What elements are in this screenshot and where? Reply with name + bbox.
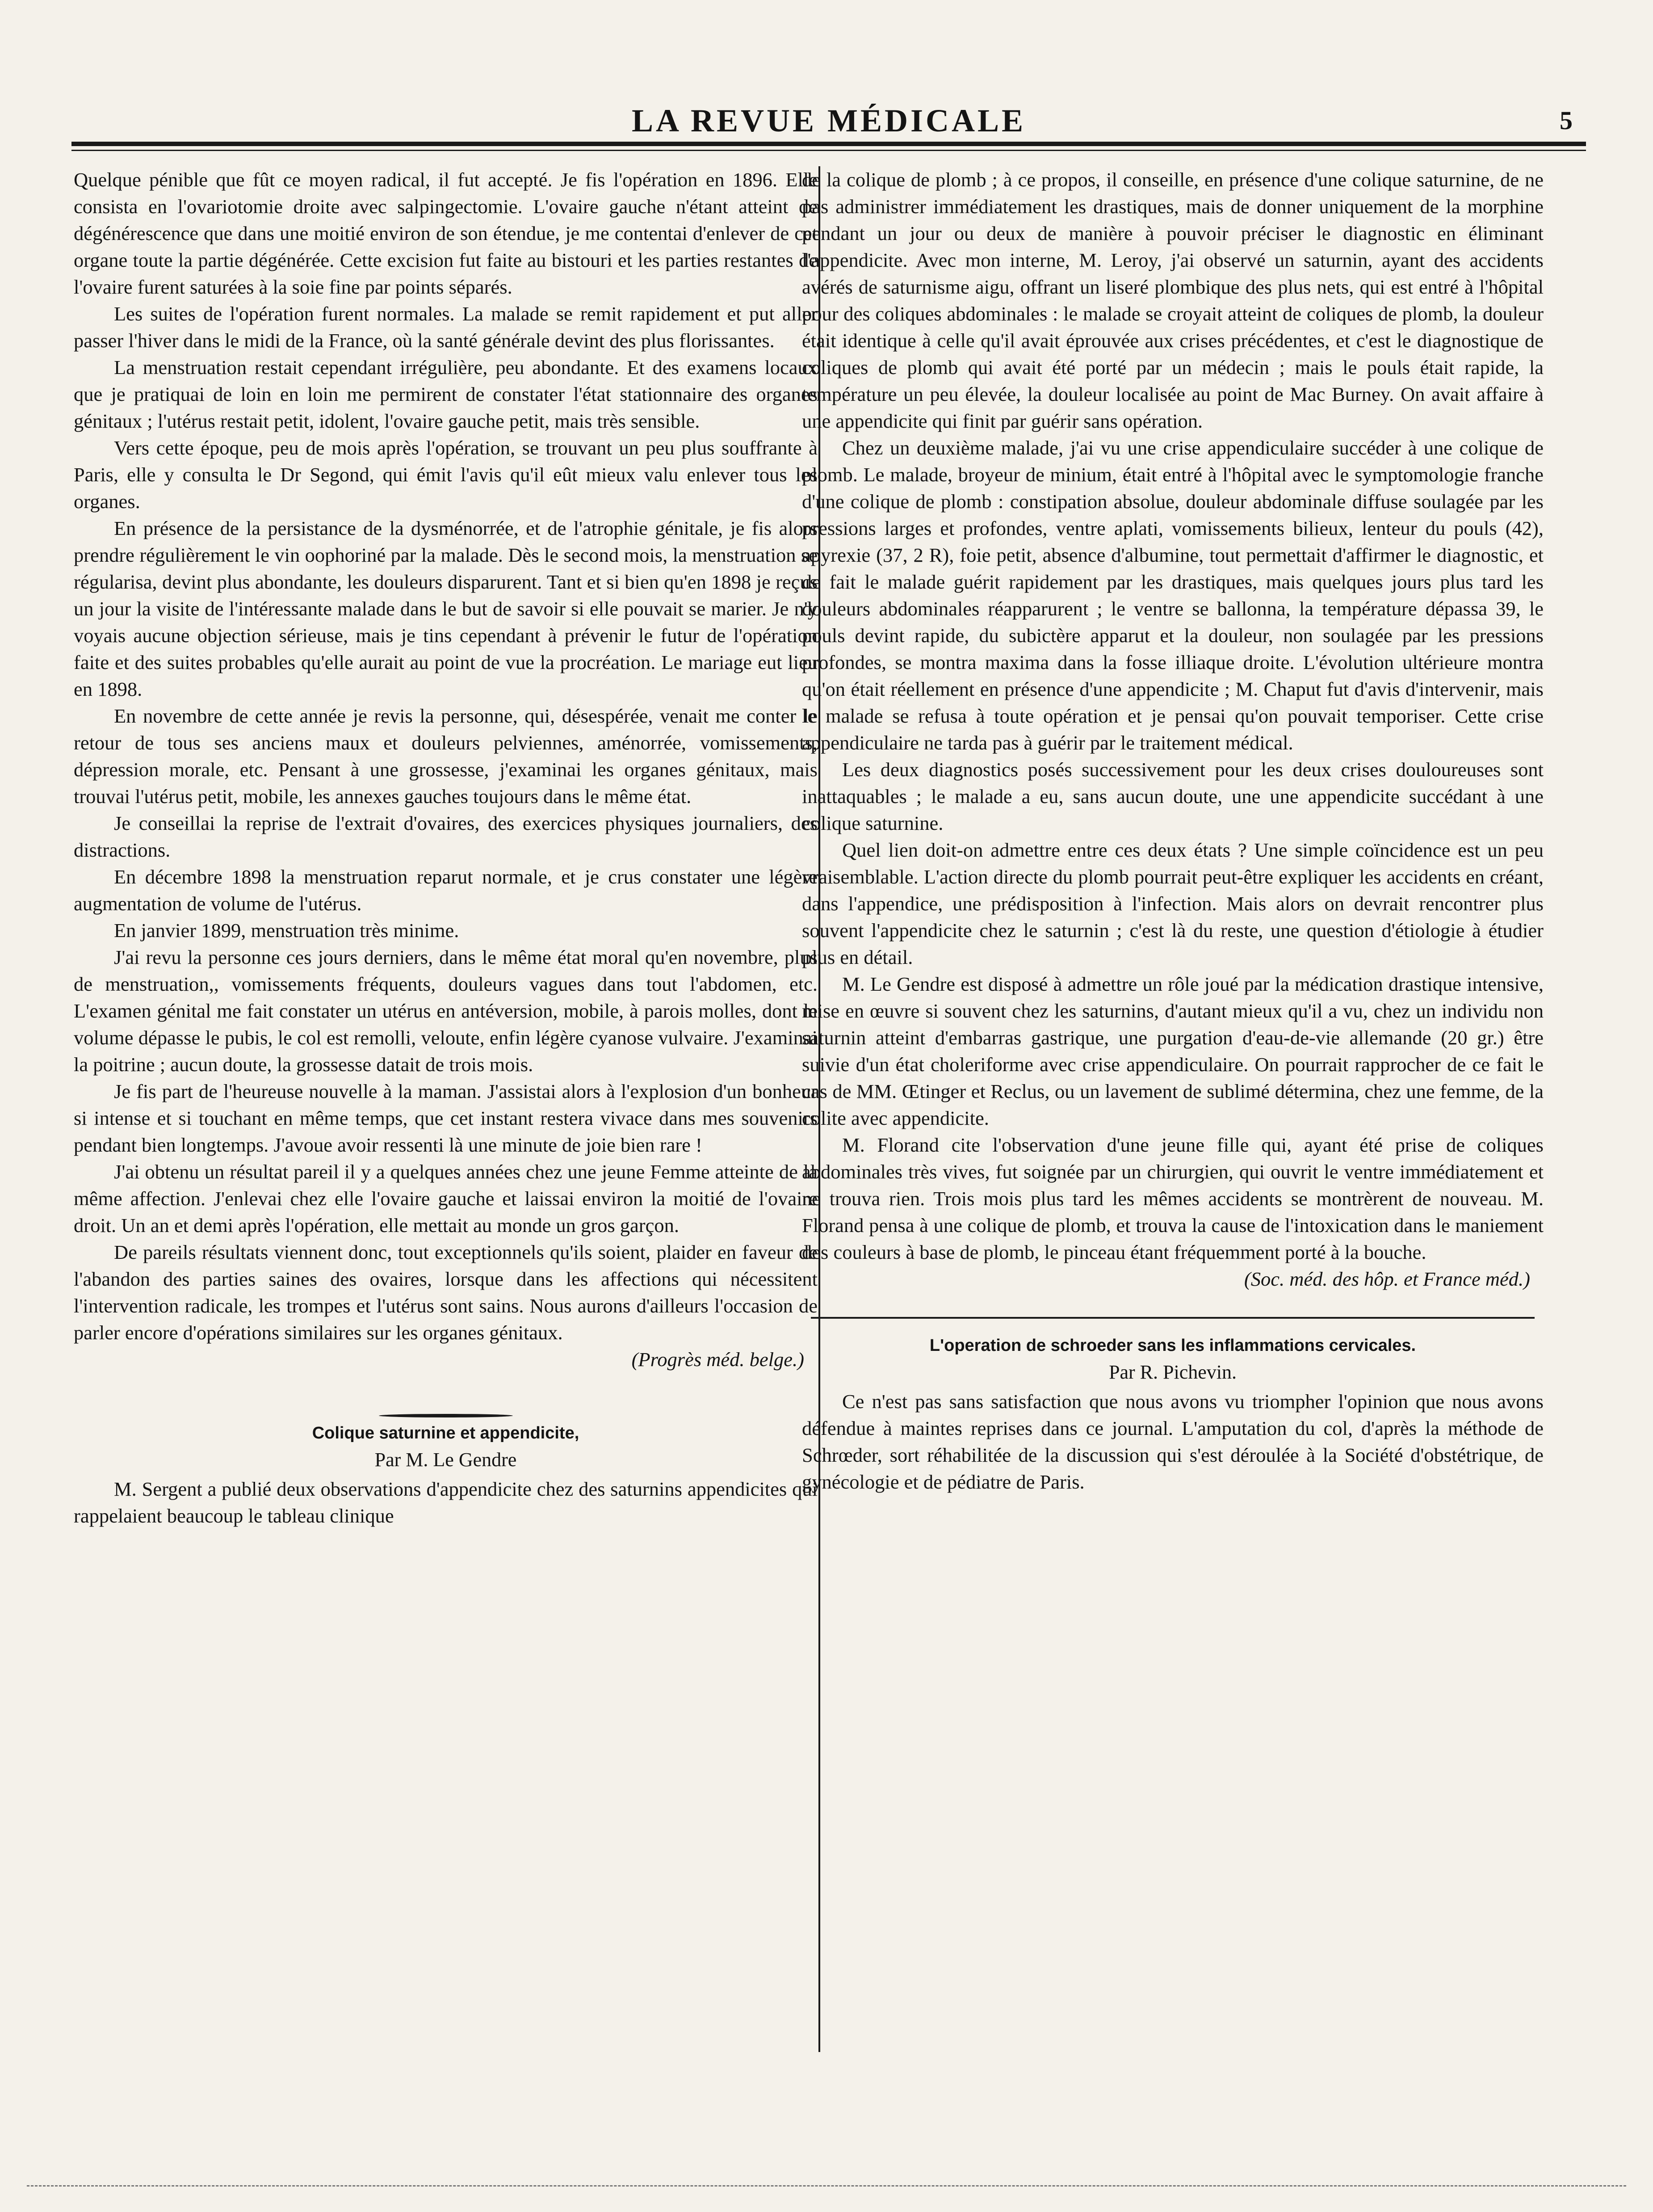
paragraph: Vers cette époque, peu de mois après l'opération, se trouvant un peu plus souffrante à Paris, elle y consulta le Dr Segond, qui émit l'avis qu'il eût mieux valu enlever tous les organes. — [74, 437, 818, 513]
masthead — [71, 101, 1586, 154]
paragraph: M. Florand cite l'observation d'une jeune fille qui, ayant été prise de coliques abdominales très vives, fut soignée par un chirurgien, qui ouvrit le ventre immédiatement et ne trouva rien. Trois mois plus tard les mêmes accidents se montrèrent de nouveau. M. Florand pensa à une colique de plomb, et trouva la cause de l'intoxication dans le maniement des couleurs à base de plomb, le pinceau étant fréquemment porté à la bouche. — [802, 1134, 1544, 1263]
citation: (Soc. méd. des hôp. et France méd.) — [1244, 1268, 1530, 1290]
paragraph: Quel lien doit-on admettre entre ces deux états ? Une simple coïncidence est un peu vraisemblable. L'action directe du plomb pourrait peut-être expliquer les accidents en créant, dans l'appendice, une prédisposition à l'infection. Mais alors on devrait rencontrer plus souvent l'appendicite chez le saturnin ; c'est là du reste, une question d'étiologie à étudier plus en détail. — [802, 839, 1544, 968]
paragraph: En présence de la persistance de la dysménorrée, et de l'atrophie génitale, je fis alors prendre régulièrement le vin oophoriné par la malade. Dès le second mois, la menstruation se régularisa, devint plus abondante, les douleurs disparurent. Tant et si bien qu'en 1898 je reçus un jour la visite de l'intéressante malade dans le but de savoir si elle pouvait se marier. Je n'y voyais aucune objection sérieuse, mais je tins cependant à prévenir le futur de l'opération faite et des suites probables qu'elle aurait au point de vue la procréation. Le mariage eut lieu en 1898. — [74, 517, 818, 700]
section-heading: Colique saturnine et appendicite, — [312, 1424, 579, 1442]
paragraph: Je fis part de l'heureuse nouvelle à la maman. J'assistai alors à l'explosion d'un bonheur si intense et si touchant en même temps, que cet instant restera vivace dans mes souvenirs pendant bien longtemps. J'avoue avoir ressenti là une minute de joie bien rare ! — [74, 1080, 818, 1156]
section-byline: Par M. Le Gendre — [374, 1449, 517, 1471]
paragraph: Ce n'est pas sans satisfaction que nous avons vu triompher l'opinion que nous avons défendue à maintes reprises dans ce journal. L'amputation du col, d'après la méthode de Schrœder, sort réhabilitée de la discussion qui s'est déroulée à la Société d'obstétrique, de gynécologie et de pédiatre de Paris. — [802, 1390, 1544, 1493]
masthead-rule — [71, 142, 1586, 146]
left-column — [74, 166, 818, 2078]
page-number: 5 — [1560, 106, 1573, 135]
section-rule — [811, 1317, 1535, 1319]
paragraph: J'ai revu la personne ces jours derniers, dans le même état moral qu'en novembre, plus de menstruation,, vomissements fréquents, douleurs vagues dans tout l'abdomen, etc. L'examen génital me fait constater un utérus en antéversion, mobile, à parois molles, dont le volume dépasse le pubis, le col est remolli, veloute, enfin légère cyanose vulvaire. J'examinai la poitrine ; aucun doute, la grossesse datait de trois mois. — [74, 946, 818, 1076]
paragraph: En novembre de cette année je revis la personne, qui, désespérée, venait me conter le retour de tous ses anciens maux et douleurs pelviennes, aménorrée, vomissements, dépression morale, etc. Pensant à une grossesse, j'examinai les organes génitaux, mais trouvai l'utérus petit, mobile, les annexes gauches toujours dans le même état. — [74, 705, 818, 807]
paragraph: La menstruation restait cependant irrégulière, peu abondante. Et des examens locaux que je pratiquai de loin en loin me permirent de constater l'état stationnaire des organes génitaux ; l'utérus restait petit, idolent, l'ovaire gauche petit, mais très sensible. — [74, 356, 818, 432]
paragraph: J'ai obtenu un résultat pareil il y a quelques années chez une jeune Femme atteinte de la même affection. J'enlevai chez elle l'ovaire gauche et laissai environ la moitié de l'ovaire droit. Un an et demi après l'opération, elle mettait au monde un gros garçon. — [74, 1161, 818, 1236]
masthead-rule-thin — [71, 150, 1586, 151]
paragraph: Les suites de l'opération furent normales. La malade se remit rapidement et put aller passer l'hiver dans le midi de la France, où la santé générale devint des plus florissantes. — [74, 303, 818, 352]
paragraph: de la colique de plomb ; à ce propos, il conseille, en présence d'une colique saturnine, de ne pas administrer immédiatement les drastiques, mais de donner uniquement de la morphine pendant un jour ou deux de manière à pouvoir préciser le diagnostic en éliminant l'appendicite. Avec mon interne, M. Leroy, j'ai observé un saturnin, ayant des accidents avérés de saturnisme aigu, offrant un liseré plombique des plus nets, qui est entré à l'hôpital pour des coliques abdominales : le malade se croyait atteint de coliques de plomb, la douleur était identique à celle qu'il avait éprouvée aux crises précédentes, et c'est le diagnostique de coliques de plomb qui avait été porté par un médecin ; mais le pouls était rapide, la température un peu élevée, la douleur localisée au point de Mac Burney. On avait affaire à une appendicite qui finit par guérir sans opération. — [802, 168, 1544, 432]
paragraph: De pareils résultats viennent donc, tout exceptionnels qu'ils soient, plaider en faveur de l'abandon des parties saines des ovaires, lorsque dans les affections qui nécessitent l'intervention radicale, les trompes et l'utérus sont sains. Nous aurons d'ailleurs l'occasion de parler encore d'opérations similaires sur les organes génitaux. — [74, 1241, 818, 1344]
citation: (Progrès méd. belge.) — [631, 1348, 804, 1371]
publication-title: LA REVUE MÉDICALE — [631, 103, 1026, 139]
section-ornament — [74, 1397, 818, 1406]
paragraph: M. Sergent a publié deux observations d'appendicite chez des saturnins appendicites qui rappelaient beaucoup le tableau clinique — [74, 1478, 818, 1527]
section-byline: Par R. Pichevin. — [1109, 1361, 1237, 1383]
paragraph: Quelque pénible que fût ce moyen radical, il fut accepté. Je fis l'opération en 1896. Elle consista en l'ovariotomie droite avec salpingectomie. L'ovaire gauche n'étant atteint de dégénérescence que dans une moitié environ de son étendue, je me contentai d'enlever de cet organe toute la partie dégénérée. Cette excision fut faite au bistouri et les parties restantes de l'ovaire furent saturées à la soie fine par points séparés. — [74, 168, 818, 298]
paragraph: Les deux diagnostics posés successivement pour les deux crises douloureuses sont inattaquables ; le malade a eu, sans aucun doute, une une appendicite succédant à une colique saturnine. — [802, 758, 1544, 834]
paragraph: Chez un deuxième malade, j'ai vu une crise appendiculaire succéder à une colique de plomb. Le malade, broyeur de minium, était entré à l'hôpital avec le symptomologie franche d'une colique de plomb : constipation absolue, douleur abdominale diffuse soulagée par les pressions larges et profondes, ventre aplati, vomissements bilieux, lenteur du pouls (42), apyrexie (37, 2 R), foie petit, absence d'albumine, tout permettait d'affirmer le diagnostic, et de fait le malade guérit rapidement par les drastiques, mais quelques jours plus tard les douleurs abdominales réapparurent ; le ventre se ballonna, la température dépassa 39, le pouls devint rapide, du subictère apparut et la douleur, non soulagée par les pressions profondes, se montra maxima dans la fosse illiaque droite. L'évolution ultérieure montra qu'on était réellement en présence d'une appendicite ; M. Chaput fut d'avis d'intervenir, mais le malade se refusa à toute opération et je pensai qu'on pouvait temporiser. Cette crise appendiculaire ne tarda pas à guérir par le traitement médical. — [802, 437, 1544, 754]
paragraph: En janvier 1899, menstruation très minime. — [114, 919, 459, 942]
paragraph: M. Le Gendre est disposé à admettre un rôle joué par la médication drastique intensive, mise en œuvre si souvent chez les saturnins, d'autant mieux qu'il a vu, chez un individu non saturnin atteint d'embarras gastrique, une purgation d'eau-de-vie allemande (20 gr.) être suivie d'un état choleriforme avec crise appendiculaire. On pourrait rapprocher de ce fait le cas de MM. Œtinger et Reclus, ou un lavement de sublimé détermina, chez une femme, de la colite avec appendicite. — [802, 973, 1544, 1129]
right-column — [802, 166, 1544, 2078]
section-heading: L'operation de schroeder sans les inflammations cervicales. — [929, 1336, 1416, 1355]
paragraph: En décembre 1898 la menstruation reparut normale, et je crus constater une légère augmentation de volume de l'utérus. — [74, 866, 818, 915]
bottom-edge-rule — [27, 2185, 1626, 2187]
paragraph: Je conseillai la reprise de l'extrait d'ovaires, des exercices physiques journaliers, des distractions. — [74, 812, 818, 861]
